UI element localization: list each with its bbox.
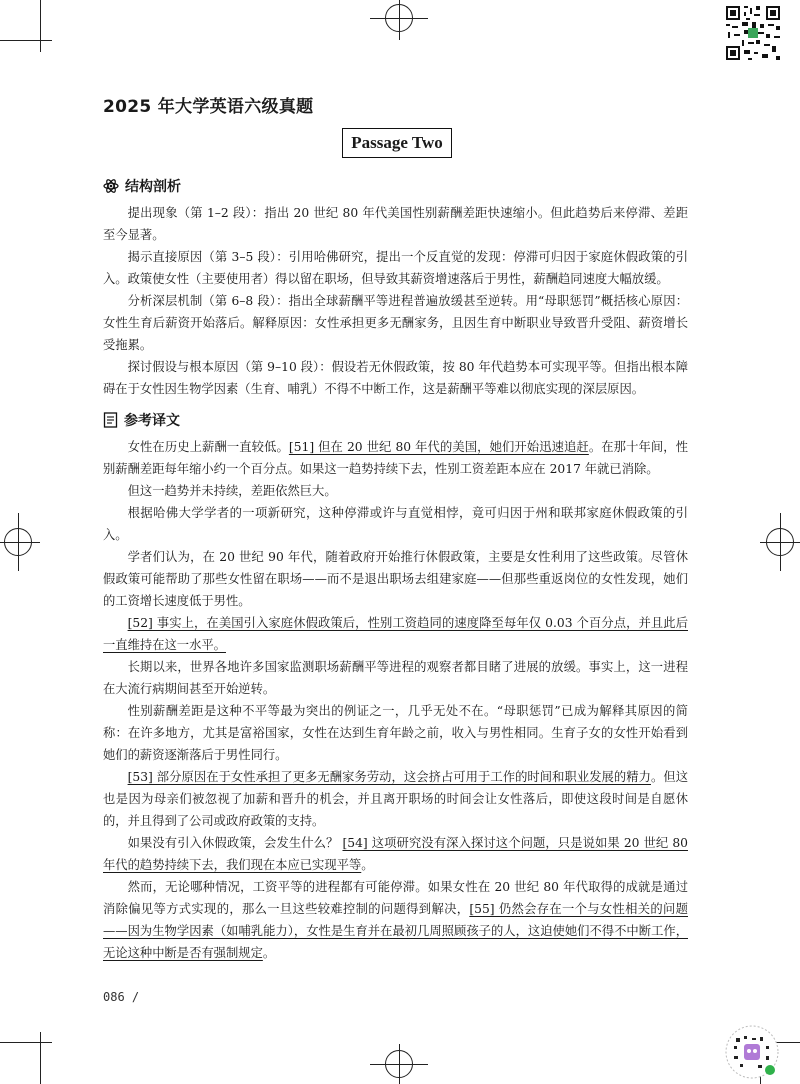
passage-label-text: Passage Two xyxy=(351,133,443,152)
structure-paragraph: 探讨假设与根本原因（第 9–10 段）：假设若无休假政策，按 80 年代趋势本可实现平等。但指出根本障碍在于女性因生物学因素（生育、哺乳）不得不中断工作，这是薪酬平等难以彻底实现的深层原因。 xyxy=(103,360,688,396)
atom-icon xyxy=(103,178,119,194)
passage-label xyxy=(342,128,452,158)
translation-text: 但这一趋势并未持续，差距依然巨大。 xyxy=(127,484,337,498)
translation-text: 如果没有引入休假政策，会发生什么？ xyxy=(127,836,343,850)
answer-highlight: [54] 这项研究没有深入探讨这个问题，只是说如果 20 世纪 80 年代的趋势持续下去，我们现在本应已实现平等 xyxy=(103,836,688,872)
translation-paragraph xyxy=(103,700,688,766)
structure-paragraph: 揭示直接原因（第 3–5 段）：引用哈佛研究，提出一个反直觉的发现：停滞可归因于家庭休假政策的引入。政策使女性（主要使用者）得以留在职场，但导致其薪资增速落后于男性，薪酬趋同速度大幅放缓。 xyxy=(103,250,688,286)
crop-mark xyxy=(0,1042,52,1043)
translation-text: 根据哈佛大学学者的一项新研究，这种停滞或许与直觉相悖，竟可归因于州和联邦家庭休假政策的引入。 xyxy=(103,506,688,542)
translation-section-heading xyxy=(103,410,180,430)
translation-text: 长期以来，世界各地许多国家监测职场薪酬平等进程的观察者都目睹了进展的放缓。事实上，这一进程在大流行病期间甚至开始逆转。 xyxy=(103,660,688,696)
answer-highlight: [55] 仍然会存在一个与女性相关的问题——因为生物学因素（如哺乳能力），女性是生育并在最初几周照顾孩子的人，这迫使她们不得不中断工作，无论这种中断是否有强制规定 xyxy=(103,902,688,960)
translation-text: 性别薪酬差距是这种不平等最为突出的例证之一，几乎无处不在。“母职惩罚”已成为解释其原因的简称：在许多地方，尤其是富裕国家，女性在达到生育年龄之前，收入与男性相同。生育子女的女性开始看到她们的薪资逐渐落后于男性同行。 xyxy=(103,704,688,762)
registration-mark xyxy=(385,4,413,32)
translation-paragraph xyxy=(103,436,688,480)
crop-mark xyxy=(40,1032,41,1084)
registration-mark xyxy=(4,528,32,556)
translation-paragraph xyxy=(103,766,688,832)
section-heading-text: 参考译文 xyxy=(124,413,180,429)
page-number: 086 / xyxy=(103,990,140,1004)
answer-highlight: [52] 事实上，在美国引入家庭休假政策后，性别工资趋同的速度降至每年仅 0.03 个百分点，并且此后一直维持在这一水平。 xyxy=(103,616,688,652)
structure-body xyxy=(103,202,688,400)
document-icon xyxy=(103,412,118,428)
translation-text: 。 xyxy=(262,946,276,960)
crop-mark xyxy=(40,0,41,52)
page-header-title: 2025 年大学英语六级真题 xyxy=(103,97,314,117)
answer-highlight: [53] 部分原因在于女性承担了更多无酬家务劳动，这会挤占可用于工作的时间和职业发展的精力 xyxy=(127,770,651,784)
translation-paragraph xyxy=(103,480,688,502)
translation-body xyxy=(103,436,688,964)
structure-section-heading xyxy=(103,176,181,196)
section-heading-text: 结构剖析 xyxy=(125,179,181,195)
crop-mark xyxy=(0,40,52,41)
translation-text: 然而，无论哪种情况，工资平等的进程都有可能停滞。如果女性在 20 世纪 80 年代取得的成就是通过消除偏见等方式实现的，那么一旦这些较难控制的问题得到解决， xyxy=(103,880,688,916)
translation-paragraph xyxy=(103,832,688,876)
translation-text: 学者们认为，在 20 世纪 90 年代，随着政府开始推行休假政策，主要是女性利用了这些政策。尽管休假政策可能帮助了那些女性留在职场——而不是退出职场去组建家庭——但那些重返岗位的女性发现，她们的工资增长速度低于男性。 xyxy=(103,550,688,608)
translation-text: 女性在历史上薪酬一直较低。 xyxy=(127,440,289,454)
structure-paragraph: 分析深层机制（第 6–8 段）：指出全球薪酬平等进程普遍放缓甚至逆转。用“母职惩罚”概括核心原因：女性生育后薪资开始落后。解释原因：女性承担更多无酬家务，且因生育中断职业导致晋升受阻、薪资增长受拖累。 xyxy=(103,294,688,352)
translation-text: 。但这也是因为母亲们被忽视了加薪和晋升的机会，并且离开职场的时间会让女性落后，即使这段时间是自愿休的，并且得到了公司或政府政策的支持。 xyxy=(103,770,688,828)
translation-paragraph xyxy=(103,876,688,964)
scan-code-icon[interactable] xyxy=(722,1024,782,1080)
translation-text: 。 xyxy=(361,858,374,872)
translation-paragraph xyxy=(103,546,688,612)
translation-paragraph xyxy=(103,656,688,700)
translation-paragraph xyxy=(103,502,688,546)
translation-text: 。在那十年间，性别薪酬差距每年缩小约一个百分点。如果这一趋势持续下去，性别工资差距本应在 2017 年就已消除。 xyxy=(103,440,688,476)
translation-paragraph xyxy=(103,612,688,656)
qr-code-icon[interactable] xyxy=(724,4,782,62)
registration-mark xyxy=(766,528,794,556)
structure-paragraph: 提出现象（第 1–2 段）：指出 20 世纪 80 年代美国性别薪酬差距快速缩小。但此趋势后来停滞、差距至今显著。 xyxy=(103,206,688,242)
answer-highlight: [51] 但在 20 世纪 80 年代的美国，她们开始迅速追赶 xyxy=(288,440,589,454)
registration-mark xyxy=(385,1050,413,1078)
